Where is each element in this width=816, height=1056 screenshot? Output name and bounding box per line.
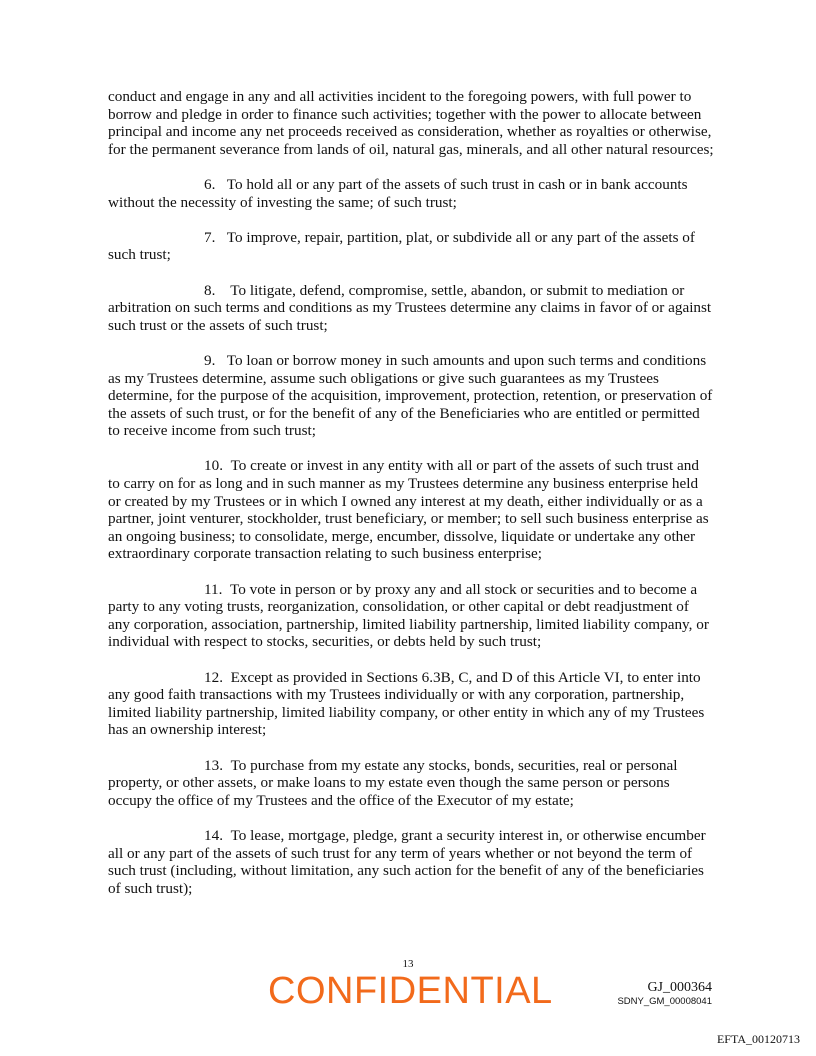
- item-number: 10.: [204, 457, 223, 475]
- item-number: 9.: [204, 351, 216, 369]
- document-body: [108, 88, 714, 915]
- item-number: 13.: [204, 756, 223, 774]
- item-number: 8.: [204, 281, 216, 299]
- item-text: To loan or borrow money in such amounts and upon such terms and conditions as my Trustees determine, assume such obligations or give such guarantees as my Trustees determine, for the purpose of the acquisition, improvement, protection, retention, or preservation of the assets of such trust, or for the benefit of any of the Beneficiaries who are entitled or permitted to receive income from such trust;: [108, 351, 713, 440]
- item-number: 7.: [204, 228, 216, 246]
- list-item: [108, 757, 714, 810]
- item-text: To purchase from my estate any stocks, bonds, securities, real or personal property, or other assets, or make loans to my estate even though the same person or persons occupy the office of my Trustees and the office of the Executor of my estate;: [108, 756, 678, 809]
- list-item: [108, 457, 714, 563]
- item-text: To litigate, defend, compromise, settle, abandon, or submit to mediation or arbitration on such terms and conditions as my Trustees determine any claims in favor of or against such trust or the assets of such trust;: [108, 281, 712, 334]
- item-number: 11.: [204, 580, 223, 598]
- item-text: Except as provided in Sections 6.3B, C, and D of this Article VI, to enter into any good faith transactions with my Trustees individually or with any corporation, partnership, limited liability partnership, limited liability company, or other entity in which any of my Trustees has an ownership interest;: [108, 668, 705, 739]
- item-text: To create or invest in any entity with all or part of the assets of such trust and to carry on for as long and in such manner as my Trustees determine any business enterprise held or created by my Trustees or in which I owned any interest at my death, either individually or as a partner, joint venturer, stockholder, trust beneficiary, or member; to sell such business enterprise as an ongoing business; to consolidate, merge, encumber, dissolve, liquidate or undertake any other extraordinary corporate transaction relating to such business enterprise;: [108, 457, 709, 563]
- item-text: To lease, mortgage, pledge, grant a security interest in, or otherwise encumber all or any part of the assets of such trust for any term of years whether or not beyond the term of such trust (including, without limitation, any such action for the benefit of any of the beneficiaries of such trust);: [108, 826, 706, 897]
- bates-number-secondary: SDNY_GM_00008041: [617, 996, 712, 1007]
- list-item: [108, 827, 714, 897]
- bates-number-primary: GJ_000364: [647, 980, 712, 995]
- item-text: To improve, repair, partition, plat, or subdivide all or any part of the assets of such trust;: [108, 228, 695, 264]
- list-item: [108, 581, 714, 651]
- list-item: [108, 176, 714, 211]
- item-text: To hold all or any part of the assets of such trust in cash or in bank accounts without the necessity of investing the same; of such trust;: [108, 175, 688, 211]
- item-number: 14.: [204, 826, 223, 844]
- page-number: 13: [402, 958, 414, 970]
- item-text: To vote in person or by proxy any and all stock or securities and to become a party to any voting trusts, reorganization, consolidation, or other capital or debt readjustment of any corporation, association, partnership, limited liability partnership, limited liability company, or individual with respect to stocks, securities, or debts held by such trust;: [108, 580, 709, 651]
- list-item: [108, 229, 714, 264]
- efta-identifier: EFTA_00120713: [716, 1032, 800, 1046]
- lead-paragraph: conduct and engage in any and all activities incident to the foregoing powers, with full power to borrow and pledge in order to finance such activities; together with the power to allocate between principal and income any net proceeds received as consideration, whether as royalties or otherwise, for the permanent severance from lands of oil, natural gas, minerals, and all other natural resources;: [108, 88, 714, 158]
- list-item: [108, 352, 714, 440]
- list-item: [108, 282, 714, 335]
- list-item: [108, 669, 714, 739]
- confidential-stamp: CONFIDENTIAL: [268, 970, 553, 1012]
- item-number: 12.: [204, 668, 223, 686]
- item-number: 6.: [204, 175, 216, 193]
